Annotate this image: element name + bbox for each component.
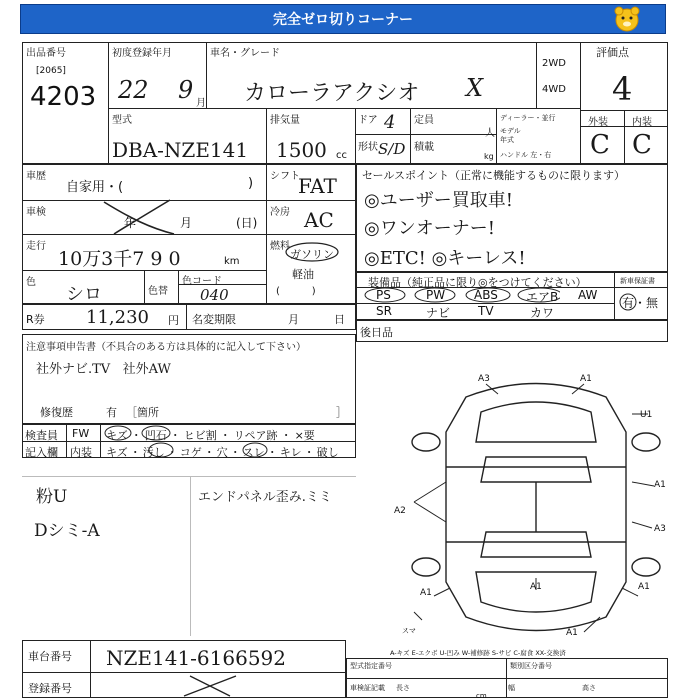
dealer-line-4: ハンドル 左・右 xyxy=(500,151,552,159)
banner-title: 完全ゼロ切りコーナー xyxy=(20,4,666,34)
drive-4wd: 4WD xyxy=(542,84,566,95)
equip-pw: PW xyxy=(426,288,446,302)
dmg-mark-11: A1 xyxy=(566,628,578,638)
insp-r2-0: キズ xyxy=(106,446,128,459)
dmg-mark-10: スマ xyxy=(402,627,416,635)
class-number-label: 類別区分番号 xyxy=(510,662,552,670)
delivery-label: 後日品 xyxy=(360,326,393,339)
insp-r2-2: 汚し xyxy=(142,446,165,459)
height-label: 高さ xyxy=(582,684,596,692)
note-left-1: 粉U xyxy=(36,487,68,507)
inspector-fw: FW xyxy=(72,427,90,440)
warranty-mark xyxy=(618,292,638,312)
mileage-label: 走行 xyxy=(26,241,46,252)
dmg-mark-7: A2 xyxy=(394,506,406,516)
color-label: 色 xyxy=(26,277,36,288)
dmg-mark-4: A1 xyxy=(654,480,666,490)
repair-place: ［箇所 xyxy=(126,406,159,419)
equip-abs: ABS xyxy=(474,288,498,302)
load-label: 積載 xyxy=(414,142,434,153)
fuel-circle-mark xyxy=(282,240,342,264)
equip-aw: AW xyxy=(578,288,598,302)
insp-r1-8: ×要 xyxy=(294,429,315,442)
inspector-label-1: 検査員 xyxy=(25,429,58,442)
insp-r1-6: リペア跡 xyxy=(233,429,278,442)
dmg-mark-6: A1 xyxy=(638,582,650,592)
recycle-unit: 円 xyxy=(168,314,179,327)
dealer-line-2: モデル xyxy=(500,127,521,135)
usage-close: ) xyxy=(248,176,254,191)
delivery-section xyxy=(356,320,668,342)
inspection-day: (日) xyxy=(236,216,258,230)
doors-label: ドア xyxy=(358,115,378,126)
registration-month: 9 xyxy=(178,76,194,104)
score-value: 4 xyxy=(612,70,633,108)
score-ext: C xyxy=(590,130,610,160)
insp-r2-4: コゲ xyxy=(179,446,202,459)
registration-month-unit: 月 xyxy=(196,98,206,109)
usage-label: 車歴 xyxy=(26,171,46,182)
inspection-year: 年 xyxy=(124,216,137,230)
expiry-day: 日 xyxy=(334,313,345,326)
insp-r1-5: ・ xyxy=(219,429,231,442)
cert-label: 車検証記載 xyxy=(350,684,385,692)
registration-label: 初度登録年月 xyxy=(112,48,172,59)
notes-label: 注意事項申告書（不具合のある方は具体的に記入して下さい） xyxy=(26,342,306,353)
insp-r2-1: ・ xyxy=(129,446,141,459)
repair-close: ］ xyxy=(336,406,347,419)
equip-sr: SR xyxy=(376,304,392,318)
insp-r2-3: ・ xyxy=(166,446,178,459)
car-label: 車名・グレード xyxy=(210,48,280,59)
dmg-mark-1: A3 xyxy=(478,374,490,384)
inspection-strike-mark xyxy=(100,198,180,238)
notes-text: 社外ナビ.TV 社外AW xyxy=(36,362,171,377)
insp-r1-2: 凹石 xyxy=(144,429,167,442)
car-grade: X xyxy=(466,74,484,102)
color-value: シロ xyxy=(66,284,102,305)
equip-ps: PS xyxy=(376,288,391,302)
engine-label: 排気量 xyxy=(270,115,300,126)
model-value: DBA-NZE141 xyxy=(112,138,249,162)
recycle-section xyxy=(22,304,356,330)
dmg-mark-5: A3 xyxy=(654,524,666,534)
dealer-line-1: ディーラー・並行 xyxy=(500,114,556,122)
repair-value: 有 xyxy=(106,406,117,419)
cooling-value: AC xyxy=(304,208,334,232)
capacity-label: 定員 xyxy=(414,115,434,126)
shift-label: シフト xyxy=(270,171,300,182)
inspection-month: 月 xyxy=(180,216,193,230)
mileage-value: 10万3千7 9 0 xyxy=(58,248,181,270)
expiry-month: 月 xyxy=(288,313,299,326)
sales-point-1: ◎ユーザー買取車! xyxy=(364,190,513,211)
inspection-label: 車検 xyxy=(26,207,46,218)
dmg-mark-3: U1 xyxy=(640,410,653,420)
sales-point-2: ◎ワンオーナー! xyxy=(364,218,495,239)
insp-r2-11: ・ xyxy=(303,446,315,459)
equipment-marks xyxy=(360,286,560,304)
insp-r1-1: ・ xyxy=(130,429,142,442)
color-code: 040 xyxy=(200,286,229,304)
type-number-label: 型式指定番号 xyxy=(350,662,392,670)
usage-value: 自家用・( xyxy=(66,180,124,195)
sales-point-3: ◎ETC! ◎キーレス! xyxy=(364,248,526,269)
lot-sub: [2065] xyxy=(36,66,66,76)
shape-value: S/D xyxy=(378,140,406,158)
note-right-1: エンドパネル歪み.ミミ xyxy=(198,490,332,505)
lot-number: 4203 xyxy=(30,82,97,112)
car-name: カローラアクシオ xyxy=(244,81,420,106)
legend: A-キズ E-エクボ U-凹み W-補修跡 S-サビ C-腐食 XX-交換済 xyxy=(390,649,566,657)
score-ext-label: 外装 xyxy=(588,117,608,128)
insp-r2-5: ・ xyxy=(203,446,215,459)
equip-navi: ナビ xyxy=(426,306,451,320)
equipment-label: 装備品（純正品に限り◎をつけてください） xyxy=(368,276,587,289)
warranty-label: 新車保証書 xyxy=(620,277,655,285)
dmg-mark-2: A1 xyxy=(580,374,592,384)
insp-r2-9: ・ xyxy=(266,446,278,459)
model-label: 型式 xyxy=(112,115,132,126)
insp-r1-0: キズ xyxy=(106,429,128,442)
color-change-label: 色替 xyxy=(148,286,168,297)
fuel-paren: ( ) xyxy=(276,286,316,297)
width-label: 幅 xyxy=(508,684,515,692)
cooling-label: 冷房 xyxy=(270,207,290,218)
sales-points-label: セールスポイント（正常に機能するものに限ります） xyxy=(362,169,626,182)
inspector-int: 内装 xyxy=(70,446,92,459)
expiry-label: 名変期限 xyxy=(192,313,236,326)
color-code-label: 色コード xyxy=(182,276,222,287)
chassis-value: NZE141-6166592 xyxy=(106,646,286,670)
insp-r2-8: スレ xyxy=(242,446,265,459)
dmg-mark-9: A1 xyxy=(530,582,542,592)
mileage-unit: km xyxy=(224,256,240,267)
load-unit: kg xyxy=(484,152,494,161)
recycle-label: R券 xyxy=(26,313,45,326)
register-label: 登録番号 xyxy=(28,682,72,695)
recycle-value: 11,230 xyxy=(86,307,149,328)
chassis-label: 車台番号 xyxy=(28,650,72,663)
score-label: 評価点 xyxy=(596,46,629,59)
engine-unit: cc xyxy=(336,150,347,161)
dealer-line-3: 年式 xyxy=(500,136,514,144)
insp-r2-7: ・ xyxy=(229,446,241,459)
note-left-2: Dシミ-A xyxy=(34,521,100,541)
insp-r1-7: ・ xyxy=(280,429,292,442)
equip-leather: カワ xyxy=(530,306,555,320)
bear-mascot-right-icon xyxy=(612,5,642,33)
repair-label: 修復歴 xyxy=(40,406,73,419)
inspector-marks xyxy=(104,424,304,458)
equip-tv: TV xyxy=(478,304,494,318)
fuel-value-1: ガソリン xyxy=(290,248,334,261)
score-int-label: 内装 xyxy=(632,117,652,128)
fuel-label: 燃料 xyxy=(270,241,290,252)
length-label: 長さ xyxy=(396,684,410,692)
register-strike-mark xyxy=(180,672,240,698)
fuel-value-2: 軽油 xyxy=(292,268,314,281)
lot-label: 出品番号 xyxy=(26,48,66,59)
insp-r2-12: 破し xyxy=(316,446,339,459)
shape-label: 形状 xyxy=(358,142,378,153)
warranty-value: 有・無 xyxy=(622,296,659,310)
drive-2wd: 2WD xyxy=(542,58,566,69)
insp-r1-4: ヒビ割 xyxy=(183,429,217,442)
insp-r2-6: 穴 xyxy=(216,446,228,459)
score-int: C xyxy=(632,130,652,160)
dmg-mark-8: A1 xyxy=(420,588,432,598)
doors-value: 4 xyxy=(384,112,396,133)
registration-year: 22 xyxy=(118,76,149,104)
engine-value: 1500 xyxy=(276,138,327,162)
insp-r2-10: キレ xyxy=(279,446,302,459)
shift-value: FAT xyxy=(298,174,337,198)
capacity-unit: 人 xyxy=(485,128,495,139)
equip-airbag: エアB xyxy=(526,290,559,304)
insp-r1-3: ・ xyxy=(169,429,181,442)
length-unit: cm xyxy=(476,692,487,700)
inspector-label-2: 記入欄 xyxy=(25,446,58,459)
